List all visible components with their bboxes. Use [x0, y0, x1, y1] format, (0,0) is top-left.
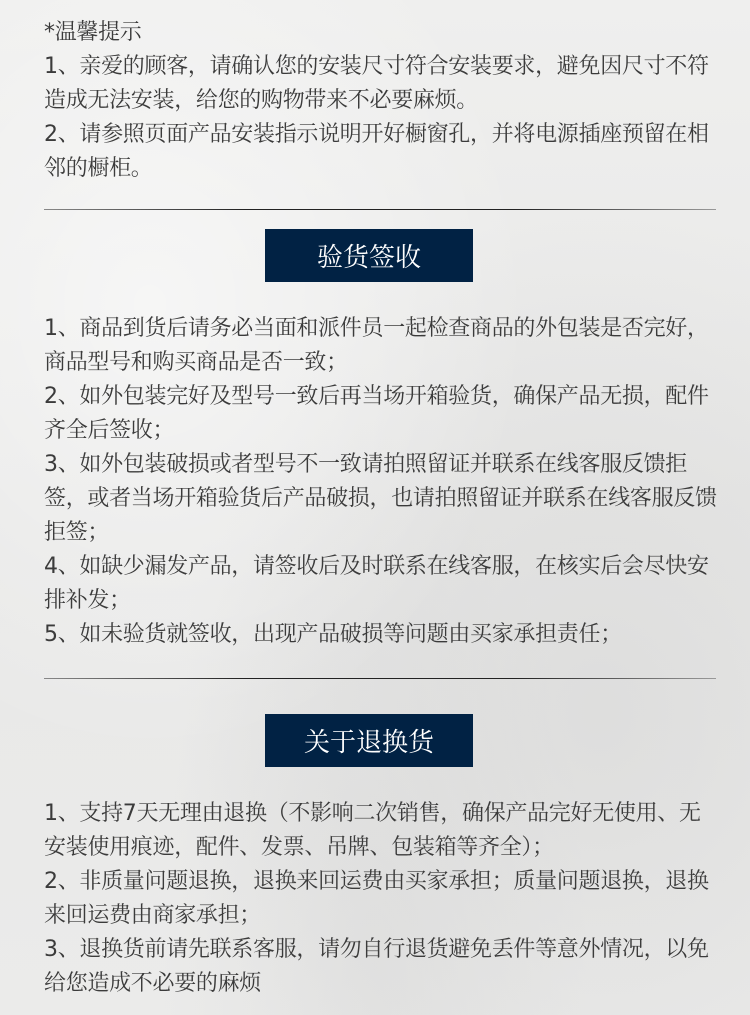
list-item: 3、如外包装破损或者型号不一致请拍照留证并联系在线客服反馈拒签，或者当场开箱验货后产品破损，也请拍照留证并联系在线客服反馈拒签；: [44, 452, 717, 545]
notice-block: [44, 16, 720, 186]
returns-list: [44, 797, 720, 1001]
list-item: 3、退换货前请先联系客服，请勿自行退货避免丢件等意外情况，以免给您造成不必要的麻烦: [44, 937, 709, 996]
list-item: 1、商品到货后请务必当面和派件员一起检查商品的外包装是否完好，商品型号和购买商品是否一致；: [44, 316, 709, 375]
section-header-inspection: [265, 229, 473, 282]
section-divider: [44, 209, 716, 210]
list-item: 5、如未验货就签收，出现产品破损等问题由买家承担责任；: [44, 622, 622, 647]
list-item: 4、如缺少漏发产品，请签收后及时联系在线客服，在核实后会尽快安排补发；: [44, 554, 709, 613]
notice-item: 2、请参照页面产品安装指示说明开好橱窗孔，并将电源插座预留在相邻的橱柜。: [44, 122, 709, 181]
notice-title: *温馨提示: [44, 20, 142, 45]
notice-item: 1、亲爱的顾客，请确认您的安装尺寸符合安装要求，避免因尺寸不符造成无法安装，给您的购物带来不必要麻烦。: [44, 54, 709, 113]
section-header-returns: [265, 714, 473, 767]
list-item: 2、非质量问题退换，退换来回运费由买家承担；质量问题退换，退换来回运费由商家承担；: [44, 869, 709, 928]
section-divider: [44, 678, 716, 679]
section-header-label: 关于退换货: [303, 728, 434, 758]
section-header-label: 验货签收: [316, 243, 421, 273]
list-item: 1、支持7天无理由退换（不影响二次销售，确保产品完好无使用、无安装使用痕迹，配件、发票、吊牌、包装箱等齐全）；: [44, 801, 701, 860]
inspection-list: [44, 312, 720, 652]
list-item: 2、如外包装完好及型号一致后再当场开箱验货，确保产品无损，配件齐全后签收；: [44, 384, 709, 443]
